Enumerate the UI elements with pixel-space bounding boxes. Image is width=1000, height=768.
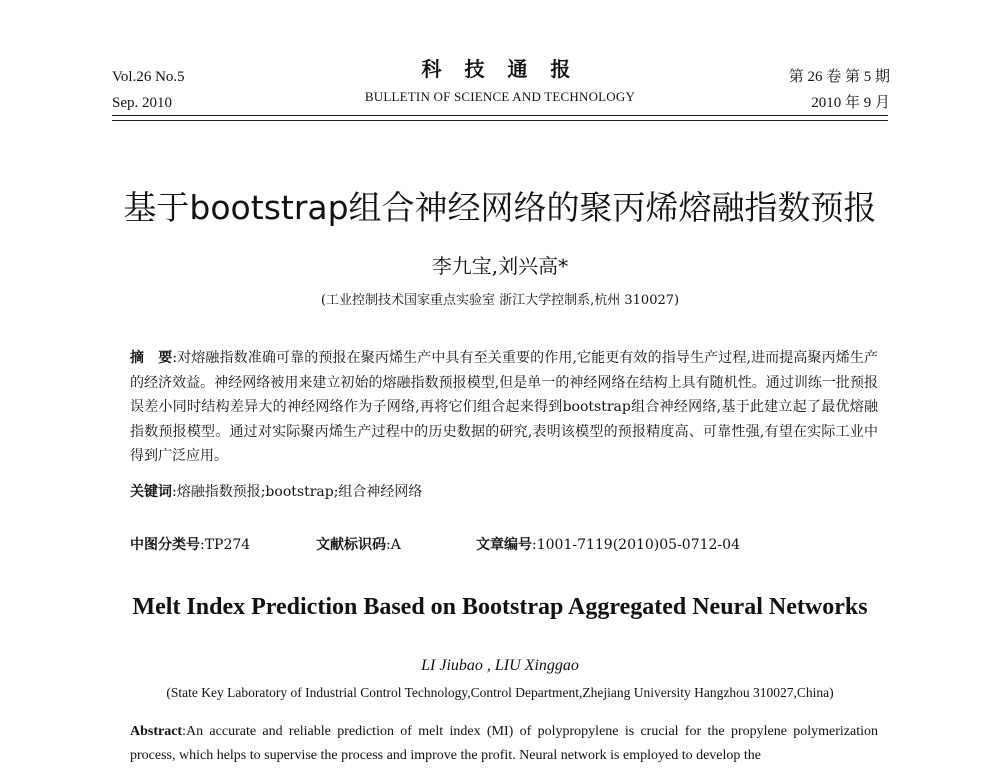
issue-date-cn: 2010 年 9 月: [811, 95, 890, 111]
header-rule-thin: [112, 120, 888, 121]
volume-number-cn: 第 26 卷 第 5 期: [788, 69, 890, 85]
article-number: [476, 533, 740, 557]
paper-title-en: Melt Index Prediction Based on Bootstrap Aggregated Neural Networks: [132, 594, 868, 620]
abstract-en-text: :An accurate and reliable prediction of melt index (MI) of polypropylene is crucial for the propylene polymerization process, which helps to supervise the process and improve the profit. Neural network is employed to develop the: [130, 724, 878, 763]
authors-en: LI Jiubao , LIU Xinggao: [421, 657, 579, 674]
header-right: [789, 64, 890, 116]
article-number-value: :1001-7119(2010)05-0712-04: [532, 537, 740, 553]
header-rule-thick: [112, 115, 888, 116]
journal-name-en: BULLETIN OF SCIENCE AND TECHNOLOGY: [364, 89, 636, 104]
authors-cn: 李九宝,刘兴高*: [431, 254, 569, 278]
keywords-cn-text: :熔融指数预报;bootstrap;组合神经网络: [172, 484, 423, 500]
abstract-en: [130, 720, 878, 768]
journal-name-cn: 科 技 通 报: [421, 57, 579, 81]
doc-code-label: 文献标识码: [316, 537, 386, 553]
abstract-cn-text: :对熔融指数准确可靠的预报在聚丙烯生产中具有至关重要的作用,它能更有效的指导生产过程,进而提高聚丙烯生产的经济效益。神经网络被用来建立初始的熔融指数预报模型,但是单一的神经网络在结构上具有随机性。通过训练一批预报误差小同时结构差异大的神经网络作为子网络,再将它们组合起来得到bootstrap组合神经网络,基于此建立起了最优熔融指数预报模型。通过对实际聚丙烯生产过程中的历史数据的研究,表明该模型的预报精度高、可靠性强,有望在实际工业中得到广泛应用。: [130, 350, 878, 464]
keywords-cn: [130, 480, 878, 504]
volume-number: Vol.26 No.5: [112, 69, 185, 85]
keywords-cn-label: 关键词: [130, 484, 172, 500]
issue-date-en: Sep. 2010: [112, 95, 172, 111]
doc-code-value: :A: [386, 537, 401, 553]
abstract-cn: [130, 346, 878, 469]
affiliation-en: (State Key Laboratory of Industrial Control Technology,Control Department,Zhejiang University Hangzhou 310027,China): [166, 685, 834, 700]
document-code: [316, 533, 476, 557]
affiliation-cn: (工业控制技术国家重点实验室 浙江大学控制系,杭州 310027): [320, 293, 680, 308]
paper-title-cn: 基于bootstrap组合神经网络的聚丙烯熔融指数预报: [123, 188, 877, 227]
abstract-en-label: Abstract: [130, 724, 183, 739]
classification-row: [130, 533, 740, 557]
clc-value: :TP274: [200, 537, 251, 553]
clc-label: 中图分类号: [130, 537, 200, 553]
article-number-label: 文章编号: [476, 537, 532, 553]
clc-number: [130, 533, 316, 557]
abstract-cn-label: 摘 要: [130, 350, 173, 366]
